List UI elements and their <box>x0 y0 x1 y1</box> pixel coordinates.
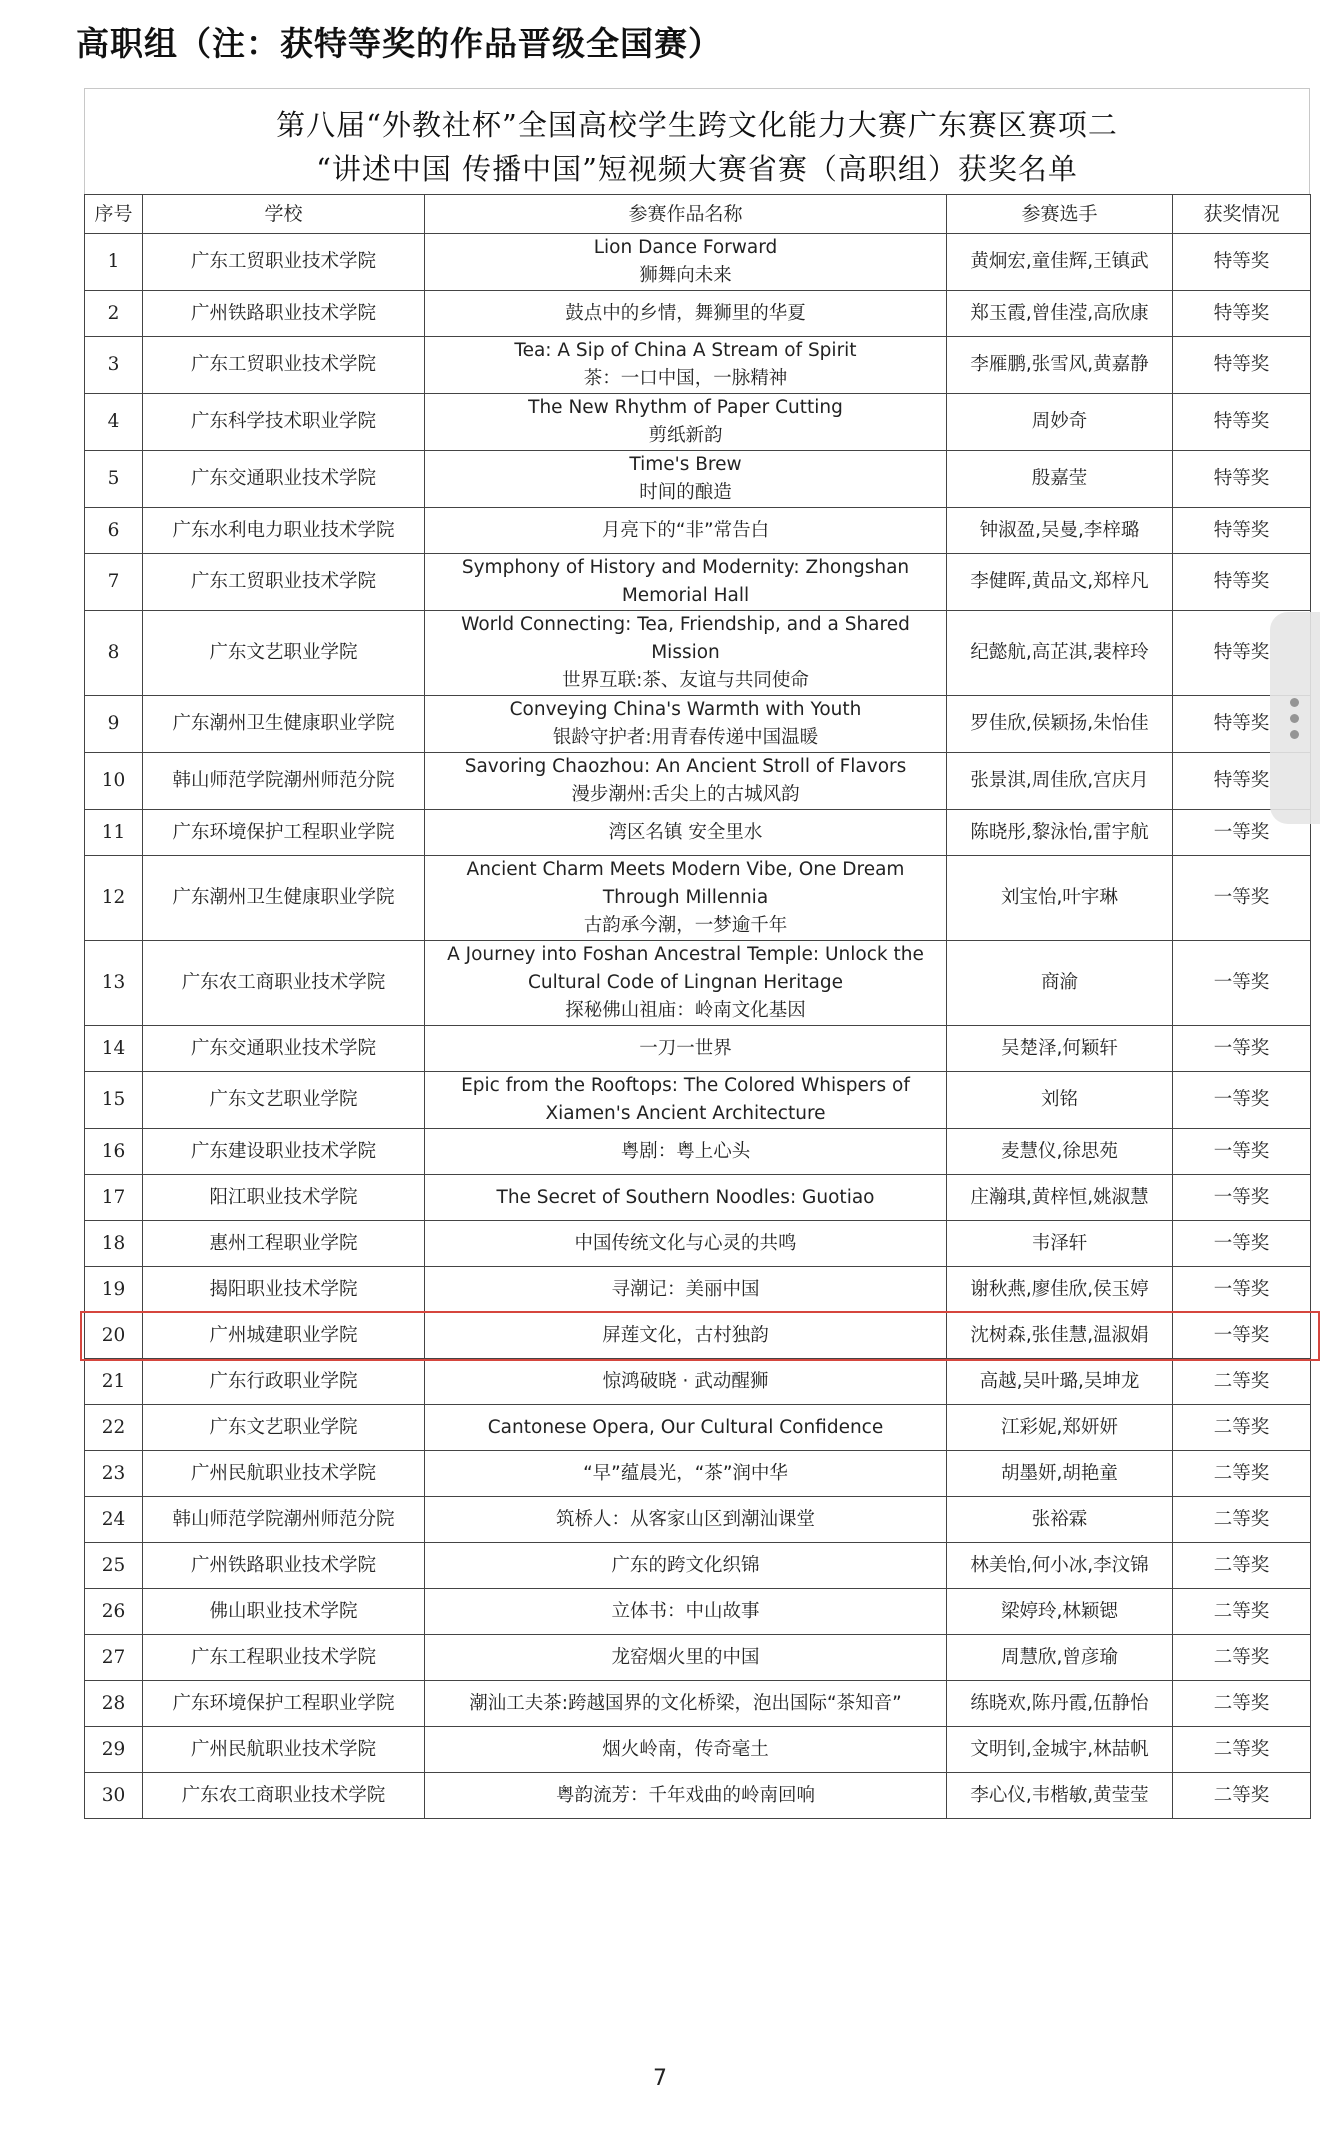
cell-number: 25 <box>85 1543 143 1589</box>
cell-work-title <box>425 1359 947 1405</box>
table-body <box>85 234 1311 1819</box>
cell-school: 广东行政职业学院 <box>143 1359 425 1405</box>
cell-school: 广州民航职业技术学院 <box>143 1451 425 1497</box>
cell-number: 24 <box>85 1497 143 1543</box>
header-school: 学校 <box>143 195 425 234</box>
cell-work-title <box>425 1221 947 1267</box>
floating-menu-handle[interactable] <box>1270 612 1320 824</box>
page-heading: 高职组（注：获特等奖的作品晋级全国赛） <box>76 24 722 63</box>
cell-players: 李雁鹏,张雪风,黄嘉静 <box>947 337 1173 394</box>
work-title-line: 烟火岭南，传奇毫土 <box>602 1738 769 1760</box>
cell-number: 18 <box>85 1221 143 1267</box>
work-title-line: Ancient Charm Meets Modern Vibe, One Dream <box>466 859 905 880</box>
cell-school: 广东文艺职业学院 <box>143 611 425 696</box>
menu-dot-icon <box>1290 698 1299 707</box>
table-row <box>85 508 1311 554</box>
work-title-line: 广东的跨文化织锦 <box>611 1554 760 1576</box>
table-row <box>85 1405 1311 1451</box>
cell-players: 吴楚泽,何颖轩 <box>947 1026 1173 1072</box>
work-title-line: 湾区名镇 安全里水 <box>608 821 763 843</box>
work-title-line: 潮汕工夫茶:跨越国界的文化桥梁，泡出国际“茶知音” <box>469 1692 902 1714</box>
cell-players: 陈晓彤,黎泳怡,雷宇航 <box>947 810 1173 856</box>
cell-work-title <box>425 753 947 810</box>
cell-award: 一等奖 <box>1173 1221 1311 1267</box>
cell-players: 商渝 <box>947 941 1173 1026</box>
cell-award: 特等奖 <box>1173 611 1311 696</box>
cell-school: 广东环境保护工程职业学院 <box>143 810 425 856</box>
cell-award: 特等奖 <box>1173 508 1311 554</box>
cell-number: 20 <box>85 1313 143 1359</box>
cell-school: 广东工程职业技术学院 <box>143 1635 425 1681</box>
cell-players: 张裕霖 <box>947 1497 1173 1543</box>
cell-number: 29 <box>85 1727 143 1773</box>
cell-award: 二等奖 <box>1173 1681 1311 1727</box>
cell-award: 特等奖 <box>1173 291 1311 337</box>
table-row <box>85 1727 1311 1773</box>
cell-players: 周妙奇 <box>947 394 1173 451</box>
work-title-line: The Secret of Southern Noodles: Guotiao <box>496 1186 875 1208</box>
cell-school: 广东潮州卫生健康职业学院 <box>143 856 425 941</box>
table-row <box>85 1026 1311 1072</box>
work-title-line: “早”蕴晨光，“茶”润中华 <box>583 1462 788 1484</box>
cell-number: 2 <box>85 291 143 337</box>
cell-players: 高越,吴叶璐,吴坤龙 <box>947 1359 1173 1405</box>
cell-award: 一等奖 <box>1173 1072 1311 1129</box>
table-title-line-2: “讲述中国 传播中国”短视频大赛省赛（高职组）获奖名单 <box>316 152 1078 186</box>
cell-players: 麦慧仪,徐思苑 <box>947 1129 1173 1175</box>
table-row <box>85 1589 1311 1635</box>
cell-school: 韩山师范学院潮州师范分院 <box>143 1497 425 1543</box>
work-title-line: Conveying China's Warmth with Youth <box>509 699 862 720</box>
cell-school: 惠州工程职业学院 <box>143 1221 425 1267</box>
cell-school: 广州民航职业技术学院 <box>143 1727 425 1773</box>
cell-players: 李健晖,黄品文,郑梓凡 <box>947 554 1173 611</box>
table-row <box>85 941 1311 1026</box>
cell-work-title <box>425 1129 947 1175</box>
work-title-line: 月亮下的“非”常告白 <box>601 519 770 541</box>
cell-work-title <box>425 554 947 611</box>
work-title-line: Through Millennia <box>602 887 769 908</box>
cell-number: 8 <box>85 611 143 696</box>
cell-players: 殷嘉莹 <box>947 451 1173 508</box>
cell-work-title <box>425 291 947 337</box>
table-row <box>85 234 1311 291</box>
cell-school: 广东工贸职业技术学院 <box>143 337 425 394</box>
cell-award: 特等奖 <box>1173 337 1311 394</box>
cell-work-title <box>425 1451 947 1497</box>
table-row <box>85 1497 1311 1543</box>
cell-players: 张景淇,周佳欣,宫庆月 <box>947 753 1173 810</box>
cell-school: 广东水利电力职业技术学院 <box>143 508 425 554</box>
cell-school: 韩山师范学院潮州师范分院 <box>143 753 425 810</box>
table-row <box>85 1543 1311 1589</box>
work-title-line: Cantonese Opera, Our Cultural Confidence <box>487 1416 884 1438</box>
cell-players: 庄瀚琪,黄梓恒,姚淑慧 <box>947 1175 1173 1221</box>
cell-school: 广州铁路职业技术学院 <box>143 1543 425 1589</box>
table-row <box>85 1681 1311 1727</box>
cell-school: 广东文艺职业学院 <box>143 1405 425 1451</box>
table-row <box>85 1773 1311 1819</box>
cell-award: 特等奖 <box>1173 753 1311 810</box>
cell-work-title <box>425 856 947 941</box>
table-row <box>85 1175 1311 1221</box>
cell-work-title <box>425 508 947 554</box>
table-row <box>85 291 1311 337</box>
table-row <box>85 753 1311 810</box>
table-row <box>85 611 1311 696</box>
cell-number: 5 <box>85 451 143 508</box>
cell-players: 郑玉霞,曾佳滢,高欣康 <box>947 291 1173 337</box>
table-row <box>85 1267 1311 1313</box>
cell-players: 李心仪,韦楷敏,黄莹莹 <box>947 1773 1173 1819</box>
work-title-line: 古韵承今潮，一梦逾千年 <box>583 915 788 936</box>
cell-work-title <box>425 1267 947 1313</box>
table-row <box>85 1221 1311 1267</box>
cell-work-title <box>425 1681 947 1727</box>
cell-number: 28 <box>85 1681 143 1727</box>
cell-work-title <box>425 1026 947 1072</box>
cell-players: 周慧欣,曾彦瑜 <box>947 1635 1173 1681</box>
cell-award: 二等奖 <box>1173 1543 1311 1589</box>
work-title-line: Memorial Hall <box>621 585 750 606</box>
cell-award: 一等奖 <box>1173 1175 1311 1221</box>
cell-work-title <box>425 611 947 696</box>
cell-number: 4 <box>85 394 143 451</box>
cell-number: 21 <box>85 1359 143 1405</box>
cell-award: 一等奖 <box>1173 810 1311 856</box>
cell-school: 广州铁路职业技术学院 <box>143 291 425 337</box>
cell-school: 广东环境保护工程职业学院 <box>143 1681 425 1727</box>
cell-award: 二等奖 <box>1173 1635 1311 1681</box>
table-row <box>85 451 1311 508</box>
work-title-line: Time's Brew <box>629 454 742 475</box>
cell-award: 二等奖 <box>1173 1589 1311 1635</box>
cell-players: 谢秋燕,廖佳欣,侯玉婷 <box>947 1267 1173 1313</box>
work-title-line: 鼓点中的乡情，舞狮里的华夏 <box>565 302 806 324</box>
cell-award: 一等奖 <box>1173 1129 1311 1175</box>
cell-work-title <box>425 1313 947 1359</box>
cell-work-title <box>425 696 947 753</box>
header-players: 参赛选手 <box>947 195 1173 234</box>
cell-players: 文明钊,金城宇,林喆帆 <box>947 1727 1173 1773</box>
cell-school: 广东农工商职业技术学院 <box>143 1773 425 1819</box>
table-title <box>84 88 1310 194</box>
cell-award: 二等奖 <box>1173 1405 1311 1451</box>
table-row <box>85 394 1311 451</box>
cell-work-title <box>425 1497 947 1543</box>
awards-table <box>84 194 1311 1819</box>
cell-work-title <box>425 337 947 394</box>
cell-number: 19 <box>85 1267 143 1313</box>
work-title-line: 粤剧：粤上心头 <box>620 1140 751 1162</box>
cell-players: 练晓欢,陈丹霞,伍静怡 <box>947 1681 1173 1727</box>
cell-number: 30 <box>85 1773 143 1819</box>
menu-dot-icon <box>1290 730 1299 739</box>
work-title-line: 世界互联:茶、友谊与共同使命 <box>562 670 809 691</box>
work-title-line: Lion Dance Forward <box>593 237 778 258</box>
work-title-line: 时间的酿造 <box>639 482 732 503</box>
cell-award: 二等奖 <box>1173 1359 1311 1405</box>
cell-work-title <box>425 1589 947 1635</box>
cell-number: 9 <box>85 696 143 753</box>
table-header-row <box>85 195 1311 234</box>
cell-players: 刘铭 <box>947 1072 1173 1129</box>
cell-work-title <box>425 1635 947 1681</box>
cell-work-title <box>425 1773 947 1819</box>
work-title-line: Epic from the Rooftops: The Colored Whispers of <box>461 1075 910 1096</box>
cell-players: 江彩妮,郑妍妍 <box>947 1405 1173 1451</box>
cell-number: 15 <box>85 1072 143 1129</box>
work-title-line: 立体书：中山故事 <box>611 1600 760 1622</box>
work-title-line: Savoring Chaozhou: An Ancient Stroll of Flavors <box>464 756 907 777</box>
cell-award: 二等奖 <box>1173 1451 1311 1497</box>
table-title-line-1: 第八届“外教社杯”全国高校学生跨文化能力大赛广东赛区赛项二 <box>276 108 1118 142</box>
table-row <box>85 554 1311 611</box>
cell-award: 一等奖 <box>1173 941 1311 1026</box>
cell-players: 黄炯宏,童佳辉,王镇武 <box>947 234 1173 291</box>
cell-award: 特等奖 <box>1173 451 1311 508</box>
work-title-line: Symphony of History and Modernity: Zhongshan <box>461 557 910 578</box>
work-title-line: 狮舞向未来 <box>639 265 732 286</box>
header-number: 序号 <box>85 195 143 234</box>
work-title-line: Mission <box>651 642 720 663</box>
cell-number: 11 <box>85 810 143 856</box>
work-title-line: World Connecting: Tea, Friendship, and a Shared <box>461 614 910 635</box>
work-title-line: 剪纸新韵 <box>648 425 723 446</box>
cell-school: 广东交通职业技术学院 <box>143 1026 425 1072</box>
cell-players: 梁婷玲,林颖锶 <box>947 1589 1173 1635</box>
cell-work-title <box>425 234 947 291</box>
work-title-line: 银龄守护者:用青春传递中国温暖 <box>552 727 819 748</box>
work-title-line: 中国传统文化与心灵的共鸣 <box>574 1232 797 1254</box>
work-title-line: 筑桥人：从客家山区到潮汕课堂 <box>555 1508 815 1530</box>
cell-players: 钟淑盈,吴曼,李梓璐 <box>947 508 1173 554</box>
cell-award: 特等奖 <box>1173 696 1311 753</box>
table-row <box>85 337 1311 394</box>
cell-school: 揭阳职业技术学院 <box>143 1267 425 1313</box>
cell-number: 13 <box>85 941 143 1026</box>
cell-number: 1 <box>85 234 143 291</box>
work-title-line: 茶：一口中国，一脉精神 <box>583 368 788 389</box>
table-row <box>85 696 1311 753</box>
cell-award: 特等奖 <box>1173 394 1311 451</box>
cell-award: 特等奖 <box>1173 554 1311 611</box>
cell-award: 一等奖 <box>1173 856 1311 941</box>
menu-dot-icon <box>1290 714 1299 723</box>
page-number: 7 <box>653 2066 667 2091</box>
cell-players: 林美怡,何小冰,李汶锦 <box>947 1543 1173 1589</box>
cell-school: 阳江职业技术学院 <box>143 1175 425 1221</box>
cell-number: 14 <box>85 1026 143 1072</box>
work-title-line: 粤韵流芳：千年戏曲的岭南回响 <box>555 1784 815 1806</box>
work-title-line: A Journey into Foshan Ancestral Temple: Unlock the <box>447 944 924 965</box>
cell-work-title <box>425 810 947 856</box>
cell-work-title <box>425 1175 947 1221</box>
work-title-line: Xiamen's Ancient Architecture <box>545 1103 826 1124</box>
cell-school: 广东农工商职业技术学院 <box>143 941 425 1026</box>
cell-players: 罗佳欣,侯颖扬,朱怡佳 <box>947 696 1173 753</box>
cell-number: 23 <box>85 1451 143 1497</box>
work-title-line: 龙窑烟火里的中国 <box>611 1646 760 1668</box>
cell-number: 7 <box>85 554 143 611</box>
cell-school: 广州城建职业学院 <box>143 1313 425 1359</box>
cell-work-title <box>425 941 947 1026</box>
cell-number: 27 <box>85 1635 143 1681</box>
cell-work-title <box>425 394 947 451</box>
table-row <box>85 1072 1311 1129</box>
cell-work-title <box>425 451 947 508</box>
cell-award: 一等奖 <box>1173 1313 1311 1359</box>
cell-number: 3 <box>85 337 143 394</box>
table-row <box>85 1313 1311 1359</box>
cell-number: 16 <box>85 1129 143 1175</box>
cell-school: 广东文艺职业学院 <box>143 1072 425 1129</box>
cell-work-title <box>425 1543 947 1589</box>
cell-work-title <box>425 1727 947 1773</box>
work-title-line: 惊鸿破晓 · 武动醒狮 <box>602 1370 769 1392</box>
awards-table-container <box>84 88 1310 1819</box>
cell-number: 12 <box>85 856 143 941</box>
cell-number: 22 <box>85 1405 143 1451</box>
cell-number: 17 <box>85 1175 143 1221</box>
header-award: 获奖情况 <box>1173 195 1311 234</box>
cell-players: 沈树森,张佳慧,温淑娟 <box>947 1313 1173 1359</box>
work-title-line: Tea: A Sip of China A Stream of Spirit <box>514 340 857 361</box>
work-title-line: 漫步潮州:舌尖上的古城风韵 <box>571 784 800 805</box>
table-row <box>85 1635 1311 1681</box>
cell-school: 广东建设职业技术学院 <box>143 1129 425 1175</box>
cell-players: 胡墨妍,胡艳童 <box>947 1451 1173 1497</box>
work-title-line: 一刀一世界 <box>639 1037 732 1059</box>
cell-number: 26 <box>85 1589 143 1635</box>
cell-school: 广东科学技术职业学院 <box>143 394 425 451</box>
cell-award: 特等奖 <box>1173 234 1311 291</box>
table-row <box>85 1129 1311 1175</box>
cell-award: 一等奖 <box>1173 1267 1311 1313</box>
cell-players: 韦泽轩 <box>947 1221 1173 1267</box>
table-row <box>85 856 1311 941</box>
cell-school: 广东工贸职业技术学院 <box>143 554 425 611</box>
table-row <box>85 1451 1311 1497</box>
cell-players: 刘宝怡,叶宇琳 <box>947 856 1173 941</box>
cell-work-title <box>425 1072 947 1129</box>
table-row <box>85 1359 1311 1405</box>
cell-number: 10 <box>85 753 143 810</box>
work-title-line: 寻潮记：美丽中国 <box>611 1278 760 1300</box>
cell-school: 广东潮州卫生健康职业学院 <box>143 696 425 753</box>
work-title-line: The New Rhythm of Paper Cutting <box>528 397 843 418</box>
cell-work-title <box>425 1405 947 1451</box>
work-title-line: 屏莲文化，古村独韵 <box>602 1324 769 1346</box>
work-title-line: 探秘佛山祖庙：岭南文化基因 <box>565 1000 806 1021</box>
cell-award: 二等奖 <box>1173 1727 1311 1773</box>
header-work-title: 参赛作品名称 <box>425 195 947 234</box>
table-row <box>85 810 1311 856</box>
cell-award: 二等奖 <box>1173 1497 1311 1543</box>
cell-school: 广东交通职业技术学院 <box>143 451 425 508</box>
cell-number: 6 <box>85 508 143 554</box>
cell-award: 一等奖 <box>1173 1026 1311 1072</box>
cell-players: 纪懿航,高芷淇,裴梓玲 <box>947 611 1173 696</box>
cell-award: 二等奖 <box>1173 1773 1311 1819</box>
cell-school: 佛山职业技术学院 <box>143 1589 425 1635</box>
work-title-line: Cultural Code of Lingnan Heritage <box>527 972 843 993</box>
cell-school: 广东工贸职业技术学院 <box>143 234 425 291</box>
